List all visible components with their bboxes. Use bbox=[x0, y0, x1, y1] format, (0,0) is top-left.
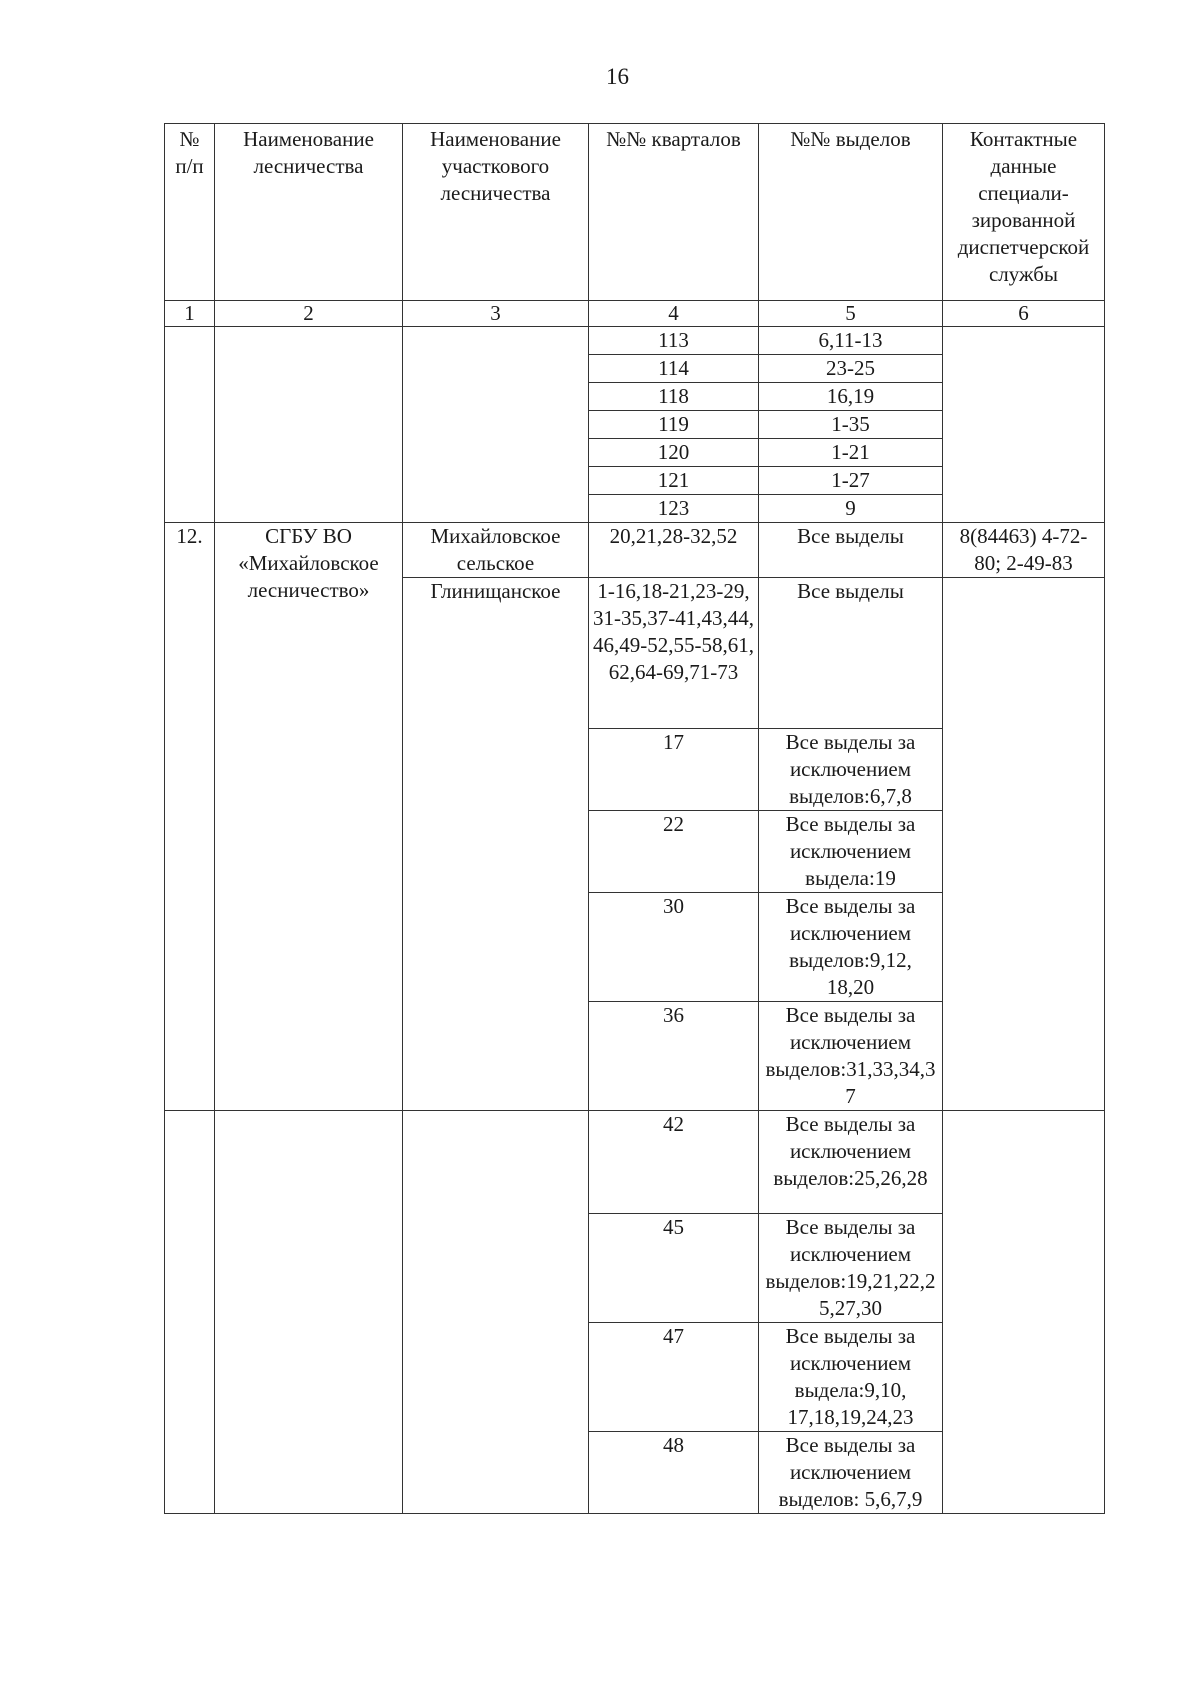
empty-cell bbox=[943, 327, 1105, 523]
quarter-cell: 120 bbox=[589, 439, 759, 467]
quarter-cell: 36 bbox=[589, 1002, 759, 1111]
allotments-cell: 1-35 bbox=[759, 411, 943, 439]
table-header-row bbox=[165, 124, 1105, 301]
table-row bbox=[165, 1111, 1105, 1214]
quarter-cell: 121 bbox=[589, 467, 759, 495]
allotments-cell: Все выделы за исключением выделов:9,12, 18,20 bbox=[759, 893, 943, 1002]
quarter-cell: 119 bbox=[589, 411, 759, 439]
column-number: 3 bbox=[403, 301, 589, 327]
column-number: 5 bbox=[759, 301, 943, 327]
allotments-cell: Все выделы за исключением выделов:25,26,28 bbox=[759, 1111, 943, 1214]
empty-cell bbox=[215, 1111, 403, 1514]
allotments-cell: Все выделы за исключением выдела:19 bbox=[759, 811, 943, 893]
empty-cell bbox=[165, 1111, 215, 1514]
district-name-cell: Глинищанское bbox=[403, 578, 589, 1111]
table-row bbox=[165, 523, 1105, 578]
empty-cell bbox=[215, 327, 403, 523]
column-number: 2 bbox=[215, 301, 403, 327]
empty-cell bbox=[943, 578, 1105, 1111]
header-number: № п/п bbox=[165, 124, 215, 301]
quarter-cell: 118 bbox=[589, 383, 759, 411]
quarter-cell: 123 bbox=[589, 495, 759, 523]
table-row bbox=[165, 327, 1105, 355]
allotments-cell: Все выделы за исключением выдела:9,10, 17,18,19,24,23 bbox=[759, 1323, 943, 1432]
allotments-cell: 6,11-13 bbox=[759, 327, 943, 355]
column-number-row bbox=[165, 301, 1105, 327]
column-number: 6 bbox=[943, 301, 1105, 327]
empty-cell bbox=[165, 327, 215, 523]
quarter-cell: 114 bbox=[589, 355, 759, 383]
quarter-cell: 22 bbox=[589, 811, 759, 893]
empty-cell bbox=[403, 1111, 589, 1514]
quarter-cell: 47 bbox=[589, 1323, 759, 1432]
district-name-cell: Михайловское сельское bbox=[403, 523, 589, 578]
empty-cell bbox=[943, 1111, 1105, 1514]
allotments-cell: Все выделы за исключением выделов:19,21,22,25,27,30 bbox=[759, 1214, 943, 1323]
header-district-forestry: Наименование участкового лесничества bbox=[403, 124, 589, 301]
quarter-cell: 48 bbox=[589, 1432, 759, 1514]
header-allotments: №№ выделов bbox=[759, 124, 943, 301]
header-dispatch-contacts: Контактные данные специали-зированной диспетчерской службы bbox=[943, 124, 1105, 301]
allotments-cell: 9 bbox=[759, 495, 943, 523]
allotments-cell: 23-25 bbox=[759, 355, 943, 383]
header-forestry: Наименование лесничества bbox=[215, 124, 403, 301]
column-number: 1 bbox=[165, 301, 215, 327]
quarter-cell: 17 bbox=[589, 729, 759, 811]
column-number: 4 bbox=[589, 301, 759, 327]
allotments-cell: Все выделы bbox=[759, 523, 943, 578]
quarter-cell: 45 bbox=[589, 1214, 759, 1323]
allotments-cell: Все выделы за исключением выделов: 5,6,7,9 bbox=[759, 1432, 943, 1514]
empty-cell bbox=[403, 327, 589, 523]
quarter-cell: 42 bbox=[589, 1111, 759, 1214]
allotments-cell: Все выделы за исключением выделов:31,33,34,37 bbox=[759, 1002, 943, 1111]
quarter-cell: 1-16,18-21,23-29, 31-35,37-41,43,44, 46,49-52,55-58,61, 62,64-69,71-73 bbox=[589, 578, 759, 729]
forest-allotments-table bbox=[164, 123, 1105, 1514]
page-number: 16 bbox=[606, 64, 629, 89]
quarter-cell: 30 bbox=[589, 893, 759, 1002]
allotments-cell: 1-27 bbox=[759, 467, 943, 495]
allotments-cell: Все выделы за исключением выделов:6,7,8 bbox=[759, 729, 943, 811]
allotments-cell: 1-21 bbox=[759, 439, 943, 467]
dispatch-contacts-cell: 8(84463) 4-72-80; 2-49-83 bbox=[943, 523, 1105, 578]
header-quarters: №№ кварталов bbox=[589, 124, 759, 301]
allotments-cell: Все выделы bbox=[759, 578, 943, 729]
quarter-cell: 113 bbox=[589, 327, 759, 355]
allotments-cell: 16,19 bbox=[759, 383, 943, 411]
entry-number-cell: 12. bbox=[165, 523, 215, 1111]
forestry-name-cell: СГБУ ВО «Михайловское лесничество» bbox=[215, 523, 403, 1111]
quarter-cell: 20,21,28-32,52 bbox=[589, 523, 759, 578]
